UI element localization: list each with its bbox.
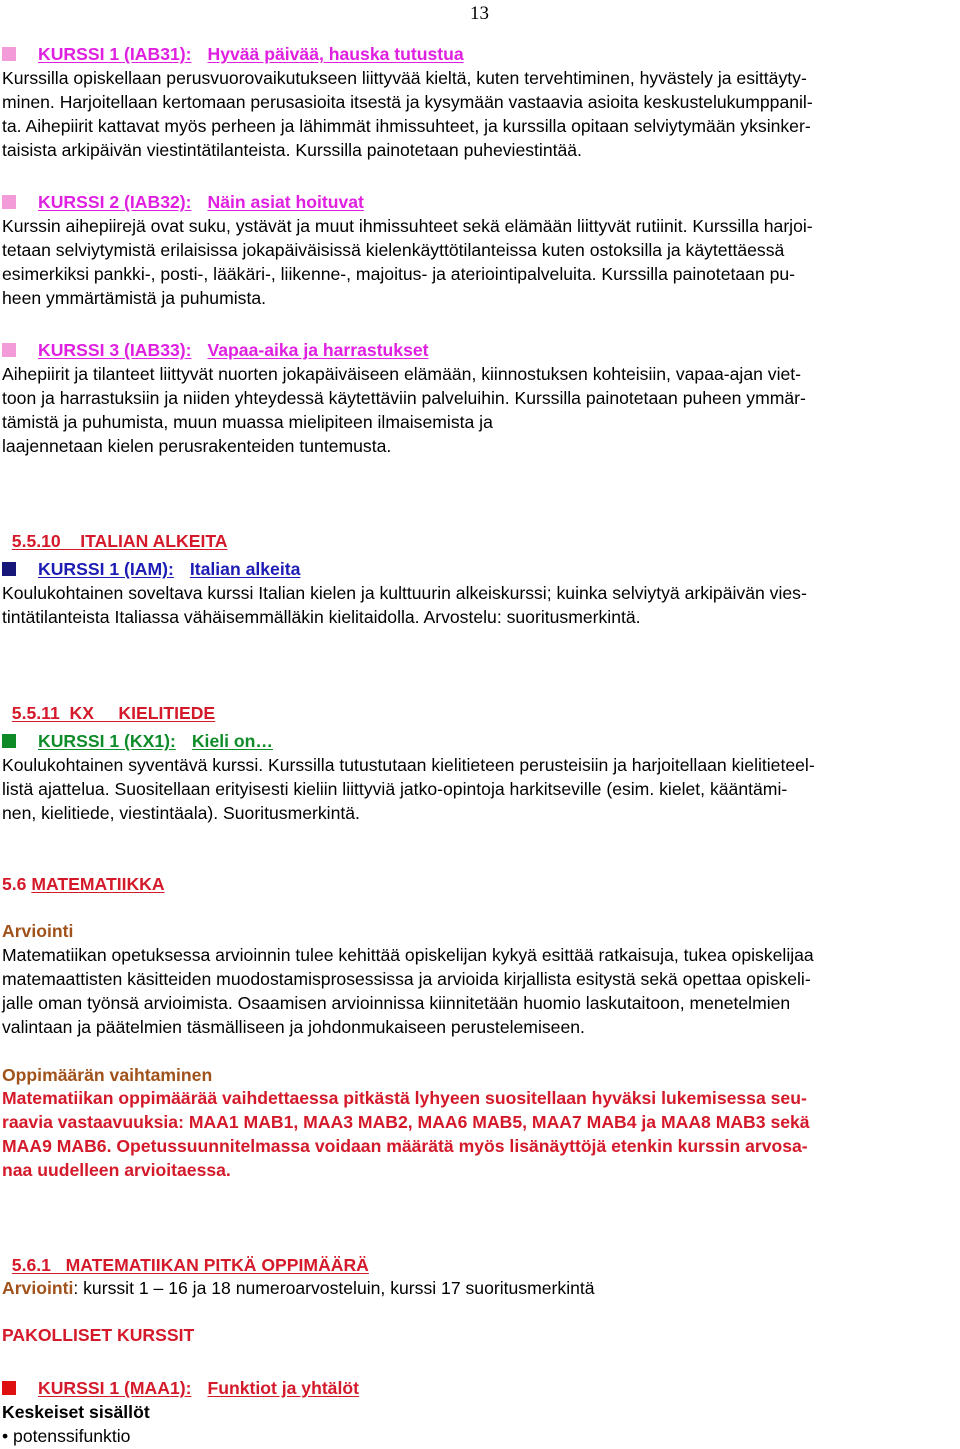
section-title: 5.5.11 KX KIELITIEDE [11, 703, 216, 723]
course-iab33 [2, 338, 958, 458]
course-heading [2, 557, 958, 581]
course-name: Kieli on… [191, 731, 273, 751]
section-heading-long-math [2, 1229, 958, 1277]
section-title: 5.6.1 MATEMATIIKAN PITKÄ OPPIMÄÄRÄ [11, 1255, 369, 1275]
assessment-text [2, 943, 958, 1039]
course-description [2, 753, 958, 825]
square-bullet-icon [2, 734, 16, 748]
text-line: tetaan selviytymistä erilaisissa jokapäiväisissä kielenkäyttötilanteissa kuten ostoksilla ja käytettäessä [2, 240, 785, 260]
square-bullet-icon [2, 195, 16, 209]
course-heading [2, 729, 958, 753]
text-line: Matematiikan opetuksessa arvioinnin tulee kehittää opiskelijan kykyä esittää ratkaisuja, tukea opiskelijaa [2, 945, 814, 965]
text-line: raavia vastaavuuksia: MAA1 MAB1, MAA3 MAB2, MAA6 MAB5, MAA7 MAB4 ja MAA8 MAB3 sekä [2, 1112, 810, 1132]
square-bullet-icon [2, 1381, 16, 1395]
text-line: ta. Aihepiirit kattavat myös perheen ja lähimmät ihmissuhteet, ja kurssilla opitaan selviytymään yksinker- [2, 116, 811, 136]
course-heading [2, 338, 958, 362]
text-line: toon ja harrastuksiin ja niiden yhteydessä käytettäviin palveluihin. Kurssilla painotetaan puheen ymmär- [2, 388, 806, 408]
course-code: KURSSI 3 (IAB33): [38, 340, 192, 360]
text-line: jalle oman työnsä arvioimista. Osaamisen arvioinnissa kiinnitetään huomio laskutaitoon, menetelmien [2, 993, 791, 1013]
text-line: listä ajattelua. Suositellaan erityisesti kieliin liittyviä jatko-opintoja harkitseville (esim. kielet, kääntämi- [2, 779, 788, 799]
course-code: KURSSI 1 (MAA1): [38, 1378, 192, 1398]
section-title: 5.5.10 ITALIAN ALKEITA [11, 531, 228, 551]
course-description [2, 214, 958, 310]
syllabus-change-text [2, 1086, 958, 1182]
assessment-heading: Arviointi [2, 921, 74, 941]
text-line: valintaan ja päätelmien täsmälliseen ja johdonmukaiseen perustelemiseen. [2, 1017, 585, 1037]
square-bullet-icon [2, 47, 16, 61]
course-description [2, 581, 958, 629]
course-name: Vapaa-aika ja harrastukset [207, 340, 429, 360]
course-code: KURSSI 1 (KX1): [38, 731, 176, 751]
square-bullet-icon [2, 343, 16, 357]
text-line: Kurssilla opiskellaan perusvuorovaikutukseen liittyvää kieltä, kuten tervehtiminen, hyvästely ja esittäyty- [2, 68, 807, 88]
text-line: matemaattisten käsitteiden muodostamisprosessissa ja arvioida kirjallista esitystä sekä opettaa opiskeli- [2, 969, 811, 989]
course-code: KURSSI 1 (IAB31): [38, 44, 192, 64]
text-line: naa uudelleen arvioitaessa. [2, 1160, 231, 1180]
text-line: esimerkiksi pankki-, posti-, lääkäri-, liikenne-, majoitus- ja ateriointipalveluita. Kurssilla painotetaan pu- [2, 264, 796, 284]
course-description [2, 362, 958, 458]
section-heading-math [2, 872, 958, 896]
course-name: Hyvää päivää, hauska tutustua [207, 44, 464, 64]
assessment-text: : kurssit 1 – 16 ja 18 numeroarvosteluin, kurssi 17 suoritusmerkintä [73, 1278, 595, 1298]
square-bullet-icon [2, 562, 16, 576]
course-heading [2, 42, 958, 66]
contents-heading: Keskeiset sisällöt [2, 1402, 150, 1422]
text-line: tämistä ja puhumista, muun muassa mielipiteen ilmaisemista ja [2, 412, 493, 432]
course-maa1 [2, 1376, 958, 1448]
page-number: 13 [470, 3, 489, 24]
text-line: Aihepiirit ja tilanteet liittyvät nuorten jokapäiväiseen elämään, kiinnostuksen kohteisiin, vapaa-ajan viet- [2, 364, 802, 384]
section-title: MATEMATIIKKA [31, 874, 165, 894]
text-line: tintätilanteista Italiassa vähäisemmälläkin kielitaidolla. Arvostelu: suoritusmerkintä. [2, 607, 641, 627]
text-line: minen. Harjoitellaan kertomaan perusasioita itsestä ja kysymään vastaavia asioita keskustelukumppanil- [2, 92, 813, 112]
text-line: laajennetaan kielen perusrakenteiden tuntemusta. [2, 436, 392, 456]
course-name: Italian alkeita [189, 559, 301, 579]
course-kx1 [2, 729, 958, 825]
syllabus-change-heading: Oppimäärän vaihtaminen [2, 1065, 213, 1085]
text-line: nen, kielitiede, viestintäala). Suoritusmerkintä. [2, 803, 360, 823]
text-line: heen ymmärtämistä ja puhumista. [2, 288, 267, 308]
course-heading [2, 190, 958, 214]
course-heading [2, 1376, 958, 1400]
text-line: Kurssin aihepiirejä ovat suku, ystävät ja muut ihmissuhteet sekä elämään liittyvät rutiinit. Kurssilla harjoi- [2, 216, 813, 236]
contents-item: • potenssifunktio [2, 1426, 131, 1446]
course-iam [2, 557, 958, 629]
text-line: Koulukohtainen syventävä kurssi. Kurssilla tutustutaan kielitieteen perusteisiin ja harjoitellaan kielitieteel- [2, 755, 815, 775]
section-number: 5.6 [2, 874, 27, 894]
section-heading-kx [2, 677, 958, 725]
mandatory-courses-heading: PAKOLLISET KURSSIT [2, 1325, 195, 1345]
section-heading-italian [2, 505, 958, 553]
course-code: KURSSI 2 (IAB32): [38, 192, 192, 212]
text-line: taisista arkipäivän viestintätilanteista. Kurssilla painotetaan puheviestintää. [2, 140, 582, 160]
course-iab32 [2, 190, 958, 310]
course-iab31 [2, 42, 958, 162]
course-name: Näin asiat hoituvat [207, 192, 364, 212]
course-description [2, 66, 958, 162]
assessment-label: Arviointi [2, 1278, 74, 1298]
text-line: Koulukohtainen soveltava kurssi Italian kielen ja kulttuurin alkeiskurssi; kuinka selviytyä arkipäivän vies- [2, 583, 807, 603]
course-code: KURSSI 1 (IAM): [38, 559, 174, 579]
text-line: Matematiikan oppimäärää vaihdettaessa pitkästä lyhyeen suositellaan hyväksi lukemisessa seu- [2, 1088, 807, 1108]
long-math-assessment [2, 1276, 958, 1300]
course-name: Funktiot ja yhtälöt [207, 1378, 359, 1398]
text-line: MAA9 MAB6. Opetussuunnitelmassa voidaan määrätä myös lisänäyttöjä etenkin kurssin arvosa- [2, 1136, 808, 1156]
